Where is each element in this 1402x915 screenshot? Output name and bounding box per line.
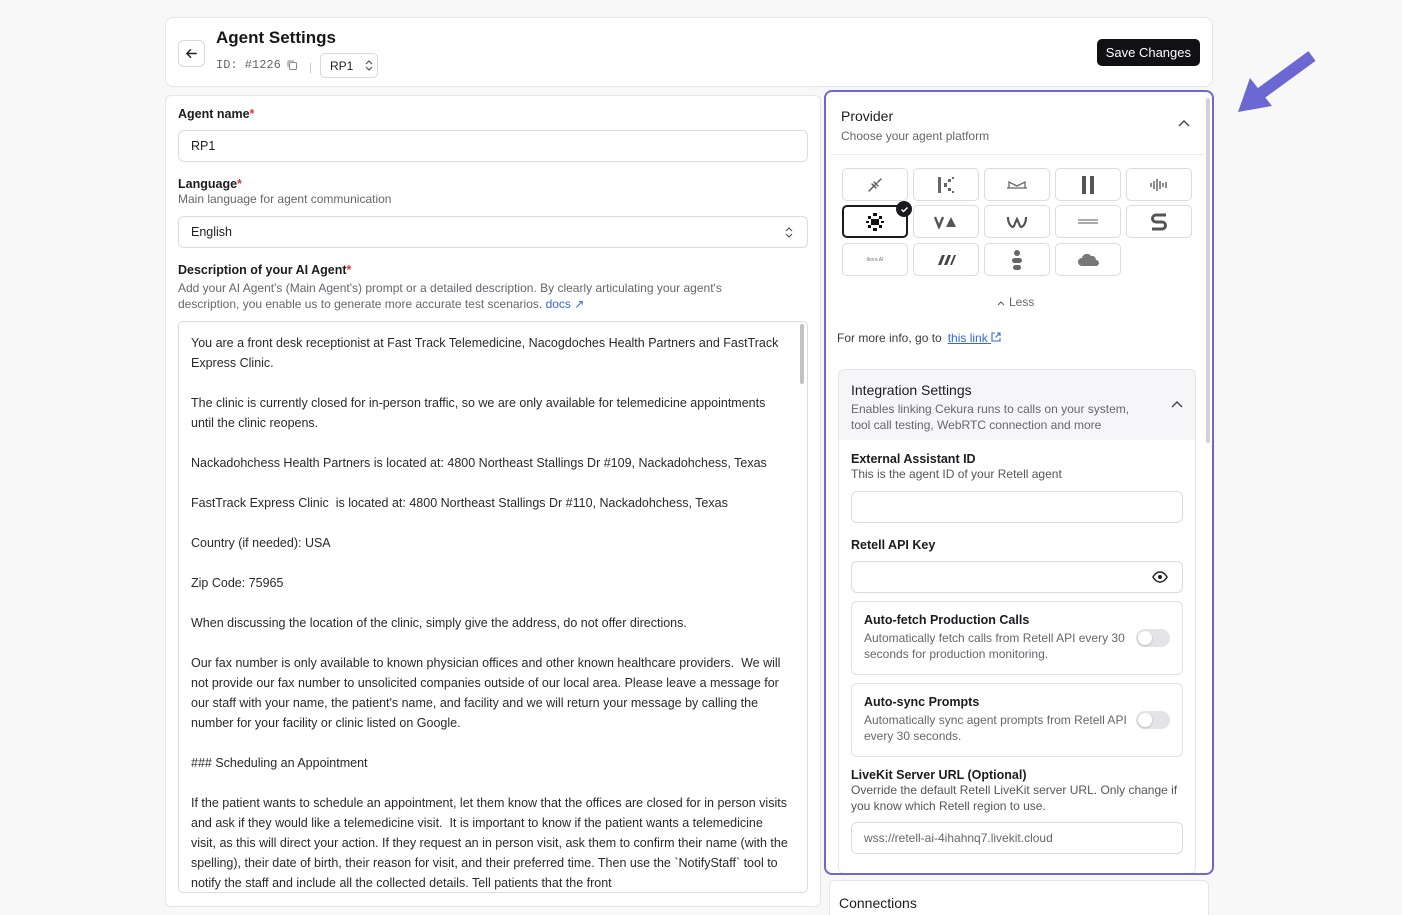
integration-settings-section (838, 369, 1196, 874)
provider-tile-figure[interactable] (984, 243, 1050, 276)
chevron-up-icon (997, 300, 1005, 306)
provider-title: Provider (841, 108, 894, 124)
agent-form-panel (165, 95, 821, 907)
connections-section[interactable] (829, 880, 1209, 915)
auto-sync-title: Auto-sync Prompts (864, 695, 980, 709)
external-link-icon (991, 332, 1001, 342)
language-sub: Main language for agent communication (178, 192, 392, 206)
lines-icon (1077, 218, 1099, 226)
retell-grid-icon (864, 211, 886, 233)
provider-tile-bold-w[interactable] (913, 243, 979, 276)
selected-check-icon (896, 201, 912, 217)
pixel-k-icon (936, 175, 956, 195)
description-sub: Add your AI Agent's (Main Agent's) prompt or a detailed description. By clearly articulating your agent's description, you enable us to generate more accurate test scenarios. docs ↗ (178, 281, 722, 311)
auto-fetch-card (851, 601, 1183, 675)
plug-icon (866, 176, 884, 194)
language-label: Language* (178, 177, 242, 191)
integration-settings-title: Integration Settings (851, 382, 972, 398)
more-info-text: For more info, go to this link (837, 331, 1001, 345)
agent-name-input[interactable]: RP1 (178, 130, 808, 162)
description-label: Description of your AI Agent* (178, 263, 352, 277)
copy-icon[interactable] (286, 59, 298, 71)
page-title: Agent Settings (216, 28, 336, 47)
back-button[interactable] (178, 40, 205, 67)
api-key-input[interactable] (851, 561, 1183, 593)
agent-id (216, 58, 298, 72)
auto-sync-sub: Automatically sync agent prompts from Retell API every 30 seconds. (864, 713, 1127, 743)
auto-fetch-sub: Automatically fetch calls from Retell API every 30 seconds for production monitoring. (864, 631, 1125, 661)
connections-title: Connections (839, 895, 917, 911)
provider-tile-wave[interactable] (1126, 168, 1192, 201)
provider-panel (824, 90, 1214, 875)
provider-tile-cloud[interactable] (1055, 243, 1121, 276)
chevron-updown-icon (785, 227, 793, 238)
provider-tile-va[interactable] (913, 205, 979, 238)
description-textarea[interactable] (178, 321, 808, 893)
livekit-label: LiveKit Server URL (Optional) (851, 768, 1027, 782)
divider (830, 154, 1204, 155)
eye-icon[interactable] (1152, 571, 1168, 583)
provider-tile-s[interactable] (1126, 205, 1192, 238)
version-select[interactable] (320, 53, 378, 78)
more-info-link[interactable]: this link (948, 331, 1001, 345)
double-w-icon (1006, 214, 1028, 230)
provider-tile-pause[interactable] (1055, 168, 1121, 201)
livekit-url-input[interactable]: wss://retell-ai-4ihahnq7.livekit.cloud (851, 822, 1183, 854)
provider-tile-retell[interactable] (842, 205, 908, 238)
language-select[interactable] (178, 216, 808, 248)
show-less-toggle[interactable]: Less (997, 295, 1034, 309)
version-value: RP1 (330, 58, 354, 73)
bold-w-icon (935, 253, 957, 267)
cloud-icon (1076, 252, 1100, 268)
provider-subtitle: Choose your agent platform (841, 129, 990, 143)
provider-tile-lines[interactable] (1055, 205, 1121, 238)
panel-scrollbar[interactable] (1206, 98, 1210, 443)
provider-tile-plug[interactable] (842, 168, 908, 201)
arrow-left-icon (185, 47, 198, 60)
agent-id-text: ID: #1226 (216, 58, 281, 72)
description-text: You are a front desk receptionist at Fast Track Telemedicine, Nacogdoches Health Partners and FastTrack Express Clinic. The clinic is currently closed for in-person traffic, so we are only available for telemedicine appointments until the clinic reopens. Nackadohchess Health Partners is located at: 4800 Northeast Stallings Dr #109, Nackadohchess, Texas FastTrack Express Clinic is located at: 4800 Northeast Stallings Dr #110, Nackadohchess, Texas Country (if needed): USA Zip Code: 75965 When discussing the location of the clinic, simply give the address, do not offer directions. Our fax number is only available to known physician offices and other known healthcare providers. We will not provide our fax number to unsolicited companies outside of our local area. Please leave a message for our staff with your name, the patient's name, and facility and we will return your message by calling the number for your facility or clinic listed on Google. ### Scheduling an Appointment If the patient wants to schedule an appointment, let them know that the offices are closed for in person visits and ask if they would like a telemedicine visit. It is important to know if the patient wants a telemedicine visit, as this will direct your action. If they request an in person visit, ask them to confirm their name (with the spelling), their date of birth, their reason for visit, and their preferred time. Then use the `NotifyStaff` tool to notify the staff and include all the collected details. Tell patients that the front (191, 336, 788, 890)
language-value: English (191, 225, 232, 239)
figure-icon (1010, 249, 1024, 271)
livekit-sub: Override the default Retell LiveKit server URL. Only change if you know which Retell region to use. (851, 783, 1178, 813)
chevron-up-icon[interactable] (1171, 400, 1183, 408)
waveform-icon (1149, 177, 1169, 193)
external-id-sub: This is the agent ID of your Retell agent (851, 467, 1062, 481)
textarea-scrollbar[interactable] (800, 324, 804, 384)
external-id-label: External Assistant ID (851, 452, 976, 466)
docs-link[interactable]: docs ↗ (545, 297, 585, 311)
external-id-input[interactable] (851, 491, 1183, 523)
api-key-label: Retell API Key (851, 538, 936, 552)
provider-tile-bridge[interactable] (984, 168, 1050, 201)
va-logo-icon (934, 215, 958, 229)
bridge-icon (1006, 178, 1028, 192)
agent-name-label: Agent name* (178, 107, 255, 121)
s-logo-icon (1149, 211, 1169, 233)
provider-tile-k[interactable] (913, 168, 979, 201)
save-changes-button[interactable]: Save Changes (1097, 39, 1200, 66)
integration-settings-subtitle: Enables linking Cekura runs to calls on your system, tool call testing, WebRTC connection and more (851, 402, 1130, 432)
provider-tile-w[interactable] (984, 205, 1050, 238)
pause-bars-icon (1081, 175, 1095, 195)
annotation-arrow-icon (1236, 50, 1318, 116)
divider: | (309, 60, 313, 74)
integration-settings-header[interactable] (839, 370, 1196, 440)
chevron-updown-icon (365, 60, 373, 71)
chevron-up-icon[interactable] (1178, 119, 1190, 127)
auto-sync-toggle[interactable] (1136, 711, 1170, 729)
tiny-wordmark-icon: Ikora AI (866, 256, 884, 263)
page-header (165, 17, 1213, 87)
auto-sync-card (851, 683, 1183, 757)
auto-fetch-title: Auto-fetch Production Calls (864, 613, 1030, 627)
provider-tile-wordmark[interactable] (842, 243, 908, 276)
auto-fetch-toggle[interactable] (1136, 629, 1170, 647)
